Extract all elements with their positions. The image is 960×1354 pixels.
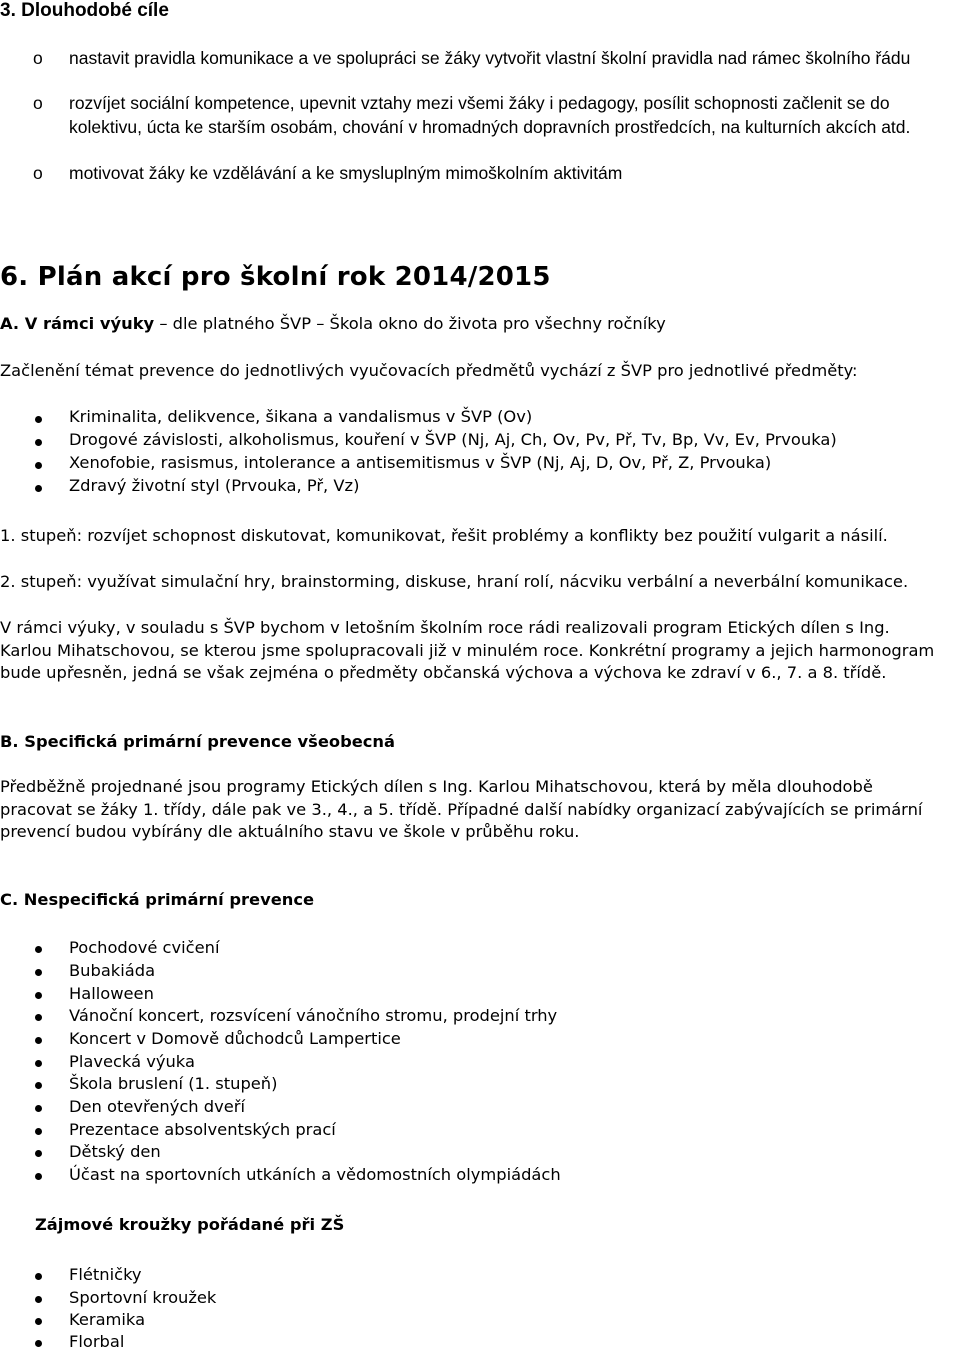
activity-item: Prezentace absolventských prací: [69, 1120, 336, 1139]
activity-item: Vánoční koncert, rozsvícení vánočního stromu, prodejní trhy: [69, 1006, 558, 1025]
activity-item: Halloween: [69, 984, 154, 1003]
goal-item: rozvíjet sociální kompetence, upevnit vztahy mezi všemi žáky i pedagogy, posílit schopnosti začlenit se do kolektivu, úcta ke starším osobám, chování v hromadných dopravních prostředcích, na kulturních akcích atd.: [69, 93, 911, 137]
bullet-icon: [35, 969, 42, 976]
part-a-heading: A. V rámci výuky: [0, 314, 155, 333]
paragraph-line: Karlou Mihatschovou, se kterou jsme spolupracovali již v minulém roce. Konkrétní programy a jejich harmonogram: [0, 640, 935, 660]
part-a-paragraph: [0, 617, 960, 685]
bullet-icon: [35, 1273, 42, 1280]
topic-item: Zdravý životní styl (Prvouka, Př, Vz): [69, 476, 360, 495]
topic-item: Kriminalita, delikvence, šikana a vandalismus v ŠVP (Ov): [69, 407, 533, 426]
activity-item: Koncert v Domově důchodců Lampertice: [69, 1029, 401, 1048]
bullet-icon: [35, 462, 42, 469]
club-item: Keramika: [69, 1310, 146, 1329]
club-item: Sportovní kroužek: [69, 1288, 217, 1307]
activity-item: Bubakiáda: [69, 961, 156, 980]
part-b-paragraph: [0, 776, 960, 844]
bullet-icon: [35, 485, 42, 492]
clubs-heading: Zájmové kroužky pořádané při ZŠ: [35, 1215, 345, 1234]
paragraph-line: pracovat se žáky 1. třídy, dále pak ve 3., 4., a 5. třídě. Případné další nabídky organizací zabývajících se primární: [0, 799, 923, 819]
part-c-heading: C. Nespecifická primární prevence: [0, 890, 315, 909]
activity-item: Škola bruslení (1. stupeň): [69, 1074, 278, 1093]
circle-bullet-icon: o: [33, 48, 43, 68]
bullet-icon: [35, 1128, 42, 1135]
paragraph-line: V rámci výuky, v souladu s ŠVP bychom v letošním školním roce rádi realizovali program Etických dílen s Ing.: [0, 618, 890, 637]
activity-item: Plavecká výuka: [69, 1052, 195, 1071]
goal-item: motivovat žáky ke vzdělávání a ke smysluplným mimoškolním aktivitám: [69, 163, 623, 183]
stage-2-goal: 2. stupeň: využívat simulační hry, brainstorming, diskuse, hraní rolí, nácviku verbální a neverbální komunikace.: [0, 572, 909, 591]
bullet-icon: [35, 1340, 42, 1347]
stage-1-goal: 1. stupeň: rozvíjet schopnost diskutovat, komunikovat, řešit problémy a konflikty bez použití vulgarit a násilí.: [0, 526, 888, 545]
part-b-heading: B. Specifická primární prevence všeobecná: [0, 732, 395, 751]
section-3-title: 3. Dlouhodobé cíle: [0, 0, 169, 21]
bullet-icon: [35, 1060, 42, 1067]
club-item: Florbal: [69, 1332, 125, 1351]
circle-bullet-icon: o: [33, 163, 43, 183]
paragraph-line: prevencí budou vybírány dle aktuálního stavu ve škole v průběhu roku.: [0, 822, 580, 841]
section-6-title: 6. Plán akcí pro školní rok 2014/2015: [0, 262, 551, 292]
activity-item: Účast na sportovních utkáních a vědomostních olympiádách: [69, 1165, 561, 1184]
part-a-intro: Začlenění témat prevence do jednotlivých vyučovacích předmětů vychází z ŠVP pro jednotlivé předměty:: [0, 361, 858, 380]
activity-item: Pochodové cvičení: [69, 938, 220, 957]
bullet-icon: [35, 1014, 42, 1021]
part-a-heading-line: [0, 313, 666, 336]
topic-item: Drogové závislosti, alkoholismus, kouření v ŠVP (Nj, Aj, Ch, Ov, Pv, Př, Tv, Bp, Vv, Ev, Prvouka): [69, 430, 837, 449]
bullet-icon: [35, 992, 42, 999]
bullet-icon: [35, 1296, 42, 1303]
bullet-icon: [35, 1105, 42, 1112]
bullet-icon: [35, 1150, 42, 1157]
bullet-icon: [35, 439, 42, 446]
activity-item: Den otevřených dveří: [69, 1097, 246, 1116]
paragraph-line: Předběžně projednané jsou programy Etických dílen s Ing. Karlou Mihatschovou, která by měla dlouhodobě: [0, 777, 873, 796]
club-item: Flétničky: [69, 1265, 142, 1284]
activity-item: Dětský den: [69, 1142, 161, 1161]
bullet-icon: [35, 1318, 42, 1325]
part-a-heading-rest: – dle platného ŠVP – Škola okno do života pro všechny ročníky: [154, 314, 666, 333]
bullet-icon: [35, 946, 42, 953]
bullet-icon: [35, 1173, 42, 1180]
bullet-icon: [35, 1082, 42, 1089]
bullet-icon: [35, 1037, 42, 1044]
circle-bullet-icon: o: [33, 93, 43, 113]
topic-item: Xenofobie, rasismus, intolerance a antisemitismus v ŠVP (Nj, Aj, D, Ov, Př, Z, Prvouka): [69, 453, 772, 472]
paragraph-line: bude upřesněn, jedná se však zejména o předměty občanská výchova a výchova ke zdraví v 6., 7. a 8. třídě.: [0, 663, 887, 682]
bullet-icon: [35, 416, 42, 423]
goal-item: nastavit pravidla komunikace a ve spolupráci se žáky vytvořit vlastní školní pravidla nad rámec školního řádu: [69, 48, 911, 68]
